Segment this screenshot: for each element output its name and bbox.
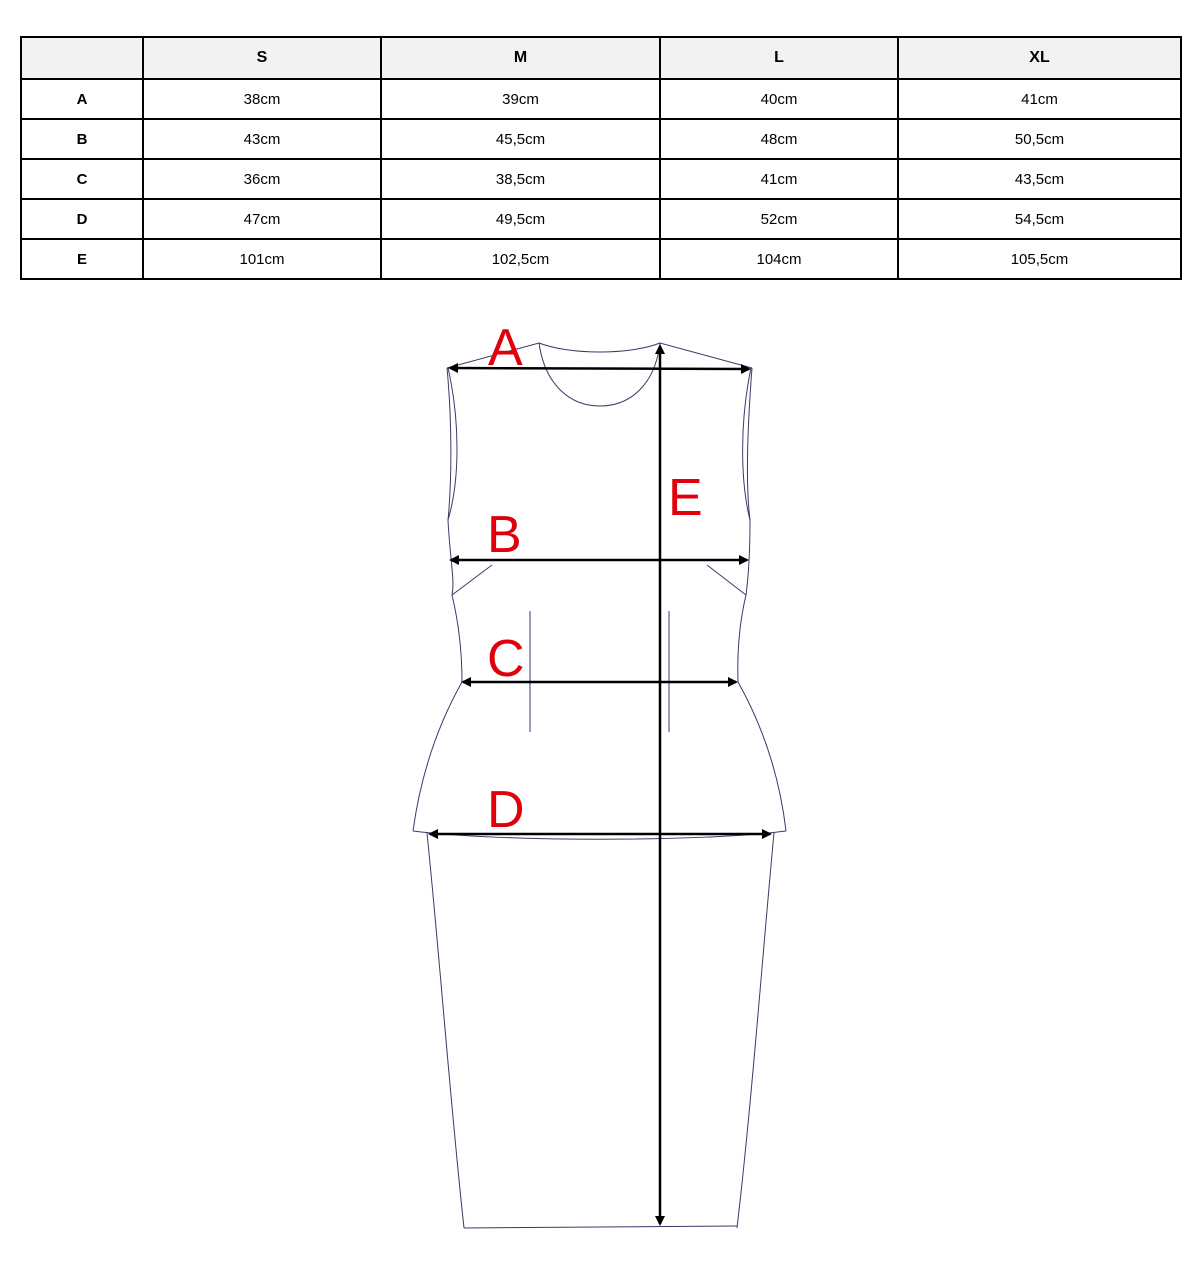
label-e: E: [668, 469, 703, 527]
label-d: D: [487, 781, 525, 839]
table-cell: 50,5cm: [898, 119, 1181, 159]
row-label-b: B: [21, 119, 143, 159]
table-cell: 39cm: [381, 79, 660, 119]
table-cell: 45,5cm: [381, 119, 660, 159]
skirt-hem: [464, 1226, 737, 1228]
column-header-m: M: [381, 37, 660, 79]
table-row: [21, 199, 1181, 239]
bodice-left-side: [447, 368, 462, 682]
label-a: A: [488, 319, 523, 377]
table-row: [21, 159, 1181, 199]
dress-outline: [413, 343, 786, 1228]
peplum-left: [413, 682, 462, 831]
table-cell: 47cm: [143, 199, 381, 239]
table-row: [21, 79, 1181, 119]
table-cell: 41cm: [660, 159, 898, 199]
column-header-xl: XL: [898, 37, 1181, 79]
row-label-d: D: [21, 199, 143, 239]
left-bust-dart: [452, 565, 492, 595]
bodice-right-side: [738, 368, 752, 682]
table-cell: 104cm: [660, 239, 898, 279]
table-cell: 41cm: [898, 79, 1181, 119]
peplum-right: [738, 682, 786, 831]
table-row: [21, 119, 1181, 159]
label-c: C: [487, 630, 525, 688]
column-header-l: L: [660, 37, 898, 79]
table-cell: 43cm: [143, 119, 381, 159]
table-cell: 38cm: [143, 79, 381, 119]
dress-measurement-diagram: [0, 300, 1200, 1283]
table-cell: 48cm: [660, 119, 898, 159]
corner-cell: [21, 37, 143, 79]
table-cell: 54,5cm: [898, 199, 1181, 239]
table-cell: 43,5cm: [898, 159, 1181, 199]
table-cell: 101cm: [143, 239, 381, 279]
header-row: [21, 37, 1181, 79]
size-table: [20, 36, 1182, 280]
table-cell: 105,5cm: [898, 239, 1181, 279]
skirt-right: [737, 833, 774, 1228]
right-armhole: [743, 368, 751, 520]
row-label-a: A: [21, 79, 143, 119]
table-cell: 38,5cm: [381, 159, 660, 199]
table-cell: 102,5cm: [381, 239, 660, 279]
skirt-left: [427, 833, 464, 1228]
measurement-arrows: [430, 346, 770, 1224]
column-header-s: S: [143, 37, 381, 79]
table-cell: 36cm: [143, 159, 381, 199]
row-label-e: E: [21, 239, 143, 279]
table-row: [21, 239, 1181, 279]
table-cell: 40cm: [660, 79, 898, 119]
table-cell: 49,5cm: [381, 199, 660, 239]
right-bust-dart: [707, 565, 746, 595]
label-b: B: [487, 506, 522, 564]
table-cell: 52cm: [660, 199, 898, 239]
row-label-c: C: [21, 159, 143, 199]
